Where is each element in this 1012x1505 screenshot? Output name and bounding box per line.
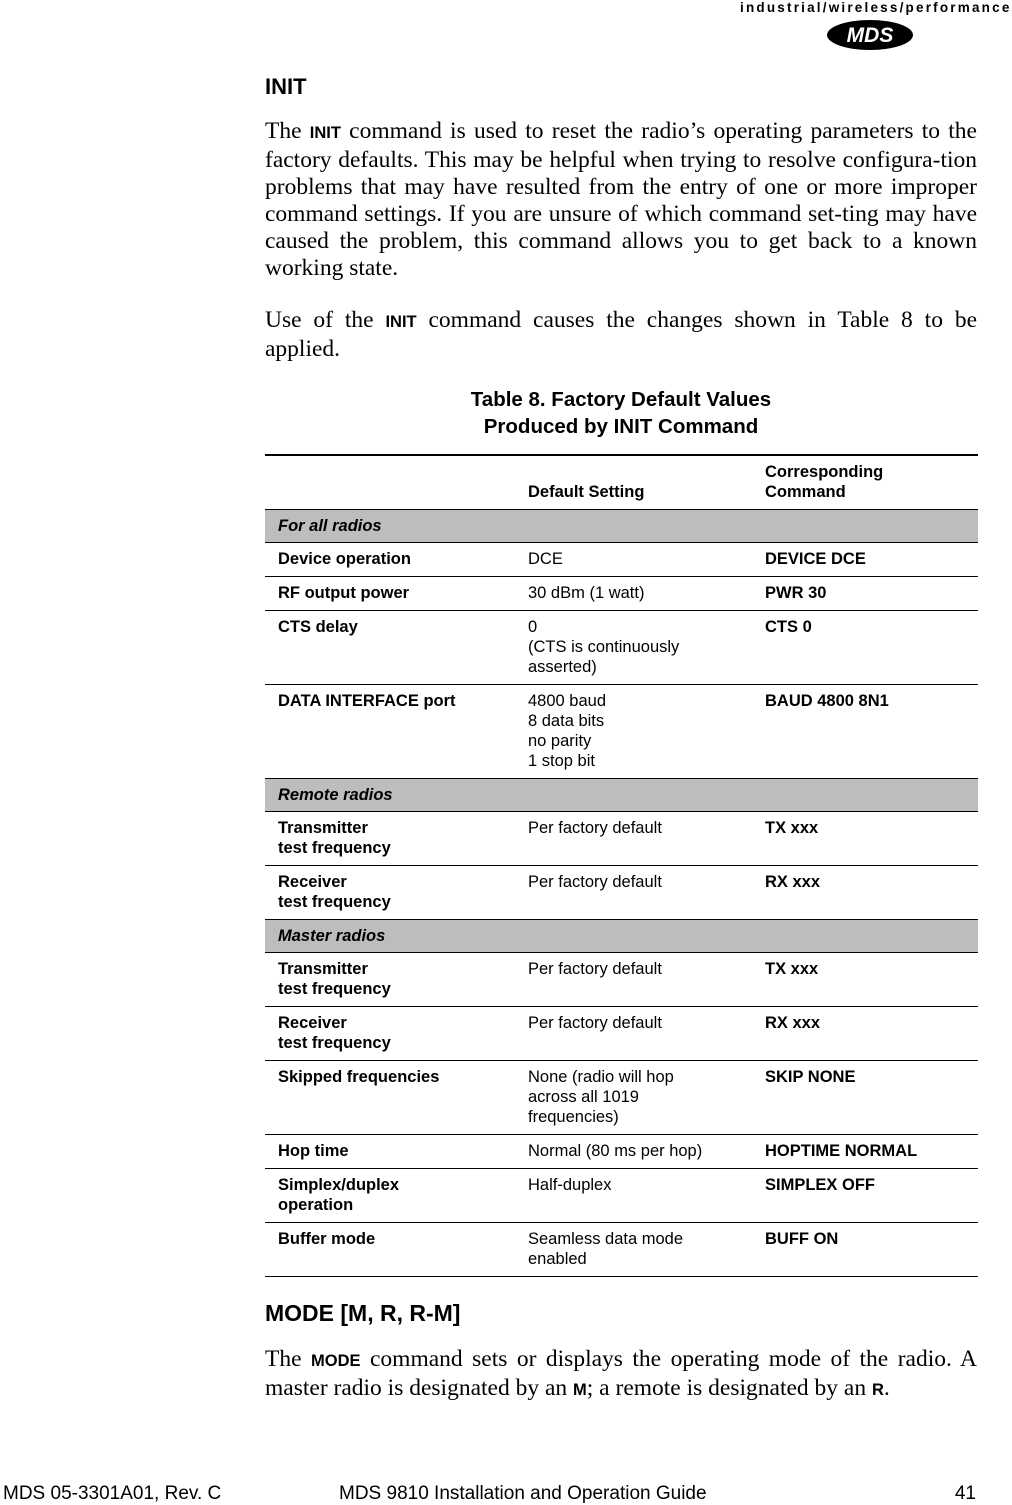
command-name: INIT bbox=[385, 313, 417, 331]
table-cell-command: RX xxx bbox=[765, 872, 821, 891]
section-heading-mode: MODE [M, R, R-M] bbox=[265, 1300, 461, 1326]
table-section-row bbox=[265, 919, 978, 952]
table-section-label: For all radios bbox=[278, 516, 382, 535]
header-tagline: industrial/wireless/performance bbox=[740, 0, 1012, 15]
table-cell-item: DATA INTERFACE port bbox=[278, 691, 456, 710]
table-cell-default: Per factory default bbox=[528, 959, 662, 978]
mds-logo bbox=[826, 19, 914, 51]
table-cell-item: Skipped frequencies bbox=[278, 1067, 440, 1086]
table-cell-command: HOPTIME NORMAL bbox=[765, 1141, 918, 1160]
section-heading-init: INIT bbox=[265, 74, 307, 99]
column-header-command: Corresponding Command bbox=[765, 462, 884, 501]
table-section-label: Remote radios bbox=[278, 785, 393, 804]
table-cell-item: Hop time bbox=[278, 1141, 349, 1160]
table-cell-command: RX xxx bbox=[765, 1013, 821, 1032]
table-row bbox=[265, 1222, 978, 1276]
command-name: MODE bbox=[311, 1352, 361, 1370]
table-cell-item: RF output power bbox=[278, 583, 410, 602]
table-cell-command: PWR 30 bbox=[765, 583, 827, 602]
table-cell-default: 30 dBm (1 watt) bbox=[528, 583, 645, 602]
table-cell-item: Receiver test frequency bbox=[278, 872, 391, 911]
table-row bbox=[265, 865, 978, 919]
table-cell-default: Per factory default bbox=[528, 1013, 662, 1032]
table-cell-default: 0 (CTS is continuously asserted) bbox=[528, 617, 680, 676]
table-cell-item: Device operation bbox=[278, 549, 411, 568]
footer-doc-id: MDS 05-3301A01, Rev. C bbox=[3, 1483, 222, 1504]
table-row bbox=[265, 1006, 978, 1060]
logo-text: MDS bbox=[846, 24, 894, 47]
table-row bbox=[265, 1060, 978, 1134]
init-paragraph-2: Use of the INIT command causes the changes shown in Table 8 to be applied. bbox=[265, 307, 977, 362]
table-cell-command: TX xxx bbox=[765, 959, 819, 978]
table-row bbox=[265, 684, 978, 778]
table-cell-item: Transmitter test frequency bbox=[278, 959, 391, 998]
init-paragraph-1: The INIT command is used to reset the radio’s operating parameters to the factory defaults. This may be helpful when trying to resolve configura-tion problems that may have resulted from the entry of one or more improper command settings. If you are unsure of which command set-ting may have caused the problem, this command allows you to get back to a known working state. bbox=[265, 118, 977, 281]
table-cell-item: Receiver test frequency bbox=[278, 1013, 391, 1052]
table-cell-default: 4800 baud 8 data bits no parity 1 stop bit bbox=[528, 691, 606, 770]
table-header-row bbox=[265, 455, 978, 509]
table-section-label: Master radios bbox=[278, 926, 386, 945]
page-number: 41 bbox=[954, 1483, 976, 1504]
table-cell-default: Half-duplex bbox=[528, 1175, 612, 1194]
table-cell-item: Buffer mode bbox=[278, 1229, 376, 1248]
footer-guide-title: MDS 9810 Installation and Operation Guide bbox=[339, 1483, 707, 1504]
table-caption: Table 8. Factory Default Values Produced by INIT Command bbox=[470, 388, 772, 438]
command-name: INIT bbox=[309, 124, 341, 142]
column-header-item bbox=[265, 455, 528, 509]
table-cell-command: BUFF ON bbox=[765, 1229, 839, 1248]
table-cell-command: TX xxx bbox=[765, 818, 819, 837]
table-cell-item: CTS delay bbox=[278, 617, 358, 636]
table-row bbox=[265, 1168, 978, 1222]
table-row bbox=[265, 1134, 978, 1168]
table-cell-default: Seamless data mode enabled bbox=[528, 1229, 684, 1268]
table-cell-default: Per factory default bbox=[528, 872, 662, 891]
table-cell-default: Normal (80 ms per hop) bbox=[528, 1141, 703, 1160]
table-row bbox=[265, 576, 978, 610]
table-cell-default: DCE bbox=[528, 549, 563, 568]
table-row bbox=[265, 542, 978, 576]
factory-defaults-table bbox=[265, 454, 978, 1277]
table-cell-item: Simplex/duplex operation bbox=[278, 1175, 400, 1214]
table-cell-command: BAUD 4800 8N1 bbox=[765, 691, 889, 710]
table-cell-command: CTS 0 bbox=[765, 617, 812, 636]
table-cell-command: SIMPLEX OFF bbox=[765, 1175, 876, 1194]
table-section-row bbox=[265, 778, 978, 811]
table-section-row bbox=[265, 509, 978, 542]
table-row bbox=[265, 811, 978, 865]
table-cell-command: SKIP NONE bbox=[765, 1067, 856, 1086]
page-footer bbox=[0, 1483, 979, 1505]
table-row bbox=[265, 610, 978, 684]
column-header-default: Default Setting bbox=[528, 482, 645, 501]
table-row bbox=[265, 952, 978, 1006]
table-cell-item: Transmitter test frequency bbox=[278, 818, 391, 857]
table-cell-default: None (radio will hop across all 1019 frequencies) bbox=[528, 1067, 674, 1126]
table-cell-default: Per factory default bbox=[528, 818, 662, 837]
mode-paragraph: The MODE command sets or displays the operating mode of the radio. A master radio is designated by an M; a remote is designated by an R. bbox=[265, 1346, 977, 1401]
table-cell-command: DEVICE DCE bbox=[765, 549, 866, 568]
